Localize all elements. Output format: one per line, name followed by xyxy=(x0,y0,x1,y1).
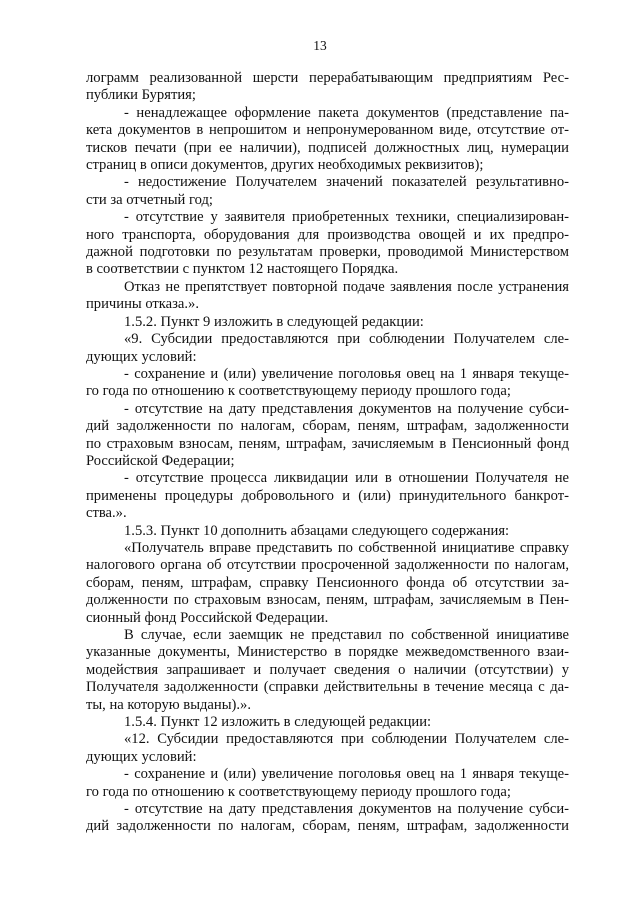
text-line: в соответствии с пунктом 12 настоящего Порядка. xyxy=(86,261,399,278)
text-line: Получателя задолженности (справки действительны в течение месяца с да- xyxy=(86,679,569,696)
text-line: сти за отчетный год; xyxy=(86,191,213,208)
text-line: 1.5.2. Пункт 9 изложить в следующей редакции: xyxy=(124,313,424,330)
text-line: тисков печати (при ее наличии), подписей должностных лиц, нумерации xyxy=(86,139,569,156)
text-line: - сохранение и (или) увеличение поголовья овец на 1 января текуще- xyxy=(124,365,569,382)
text-line: по страховым взносам, пеням, штрафам, зачисляемым в Пенсионный фонд xyxy=(86,435,569,452)
text-line: «9. Субсидии предоставляются при соблюдении Получателем сле- xyxy=(124,331,569,348)
text-line: - отсутствие у заявителя приобретенных техники, специализирован- xyxy=(124,209,569,226)
text-line: 1.5.4. Пункт 12 изложить в следующей редакции: xyxy=(124,714,432,731)
text-line: долженности по страховым взносам, пеням, штрафам, зачисляемым в Пен- xyxy=(86,592,569,609)
text-line: дий задолженности по налогам, сборам, пеням, штрафам, задолженности xyxy=(86,418,569,435)
document-body xyxy=(86,70,569,836)
text-line: дующих условий: xyxy=(86,348,197,365)
text-line: ты, на которую выданы).». xyxy=(86,696,251,713)
text-line: публики Бурятия; xyxy=(86,87,196,104)
text-line: применены процедуры добровольного и (или) принудительного банкрот- xyxy=(86,487,569,504)
text-line: «Получатель вправе представить по собственной инициативе справку xyxy=(124,539,569,556)
text-line: сборам, пеням, штрафам, справку Пенсионного фонда об отсутствии за- xyxy=(86,574,569,591)
text-line: Российской Федерации; xyxy=(86,452,235,469)
text-line: модействия запрашивает и получает сведения о наличии (отсутствии) у xyxy=(86,661,569,678)
text-line: - отсутствие процесса ликвидации или в отношении Получателя не xyxy=(124,470,569,487)
text-line: налогового органа об отсутствии просроченной задолженности по налогам, xyxy=(86,557,569,574)
text-line: В случае, если заемщик не представил по собственной инициативе xyxy=(124,627,569,643)
page-number: 13 xyxy=(313,38,327,53)
text-line: - сохранение и (или) увеличение поголовья овец на 1 января текуще- xyxy=(124,766,569,783)
text-line: указанные документы, Министерство в порядке межведомственного взаи- xyxy=(86,644,569,661)
text-line: 1.5.3. Пункт 10 дополнить абзацами следующего содержания: xyxy=(124,522,510,539)
text-line: дий задолженности по налогам, сборам, пеням, штрафам, задолженности xyxy=(86,818,569,835)
text-line: - отсутствие на дату представления документов на получение субси- xyxy=(124,801,569,818)
text-line: ного транспорта, оборудования для производства овощей и их предпро- xyxy=(86,226,569,243)
text-line: дующих условий: xyxy=(86,748,197,765)
text-line: го года по отношению к соответствующему периоду прошлого года; xyxy=(86,783,511,800)
text-line: причины отказа.». xyxy=(86,296,199,313)
text-line: лограмм реализованной шерсти перерабатывающим предприятиям Рес- xyxy=(86,70,569,86)
text-line: ства.». xyxy=(86,505,127,522)
text-line: го года по отношению к соответствующему периоду прошлого года; xyxy=(86,383,511,400)
text-line: - отсутствие на дату представления документов на получение субси- xyxy=(124,400,569,417)
text-line: дажной подготовки по результатам проверки, проводимой Министерством xyxy=(86,244,569,261)
text-line: кета документов в непрошитом и непронумерованном виде, отсутствие от- xyxy=(86,122,569,139)
text-line: сионный фонд Российской Федерации. xyxy=(86,609,329,626)
text-line: Отказ не препятствует повторной подаче заявления после устранения xyxy=(124,278,569,295)
text-line: «12. Субсидии предоставляются при соблюдении Получателем сле- xyxy=(124,731,569,748)
text-line: страниц в описи документов, других необходимых реквизитов); xyxy=(86,157,484,174)
text-line: - недостижение Получателем значений показателей результативно- xyxy=(124,174,569,191)
text-line: - ненадлежащее оформление пакета документов (представление па- xyxy=(124,104,569,121)
